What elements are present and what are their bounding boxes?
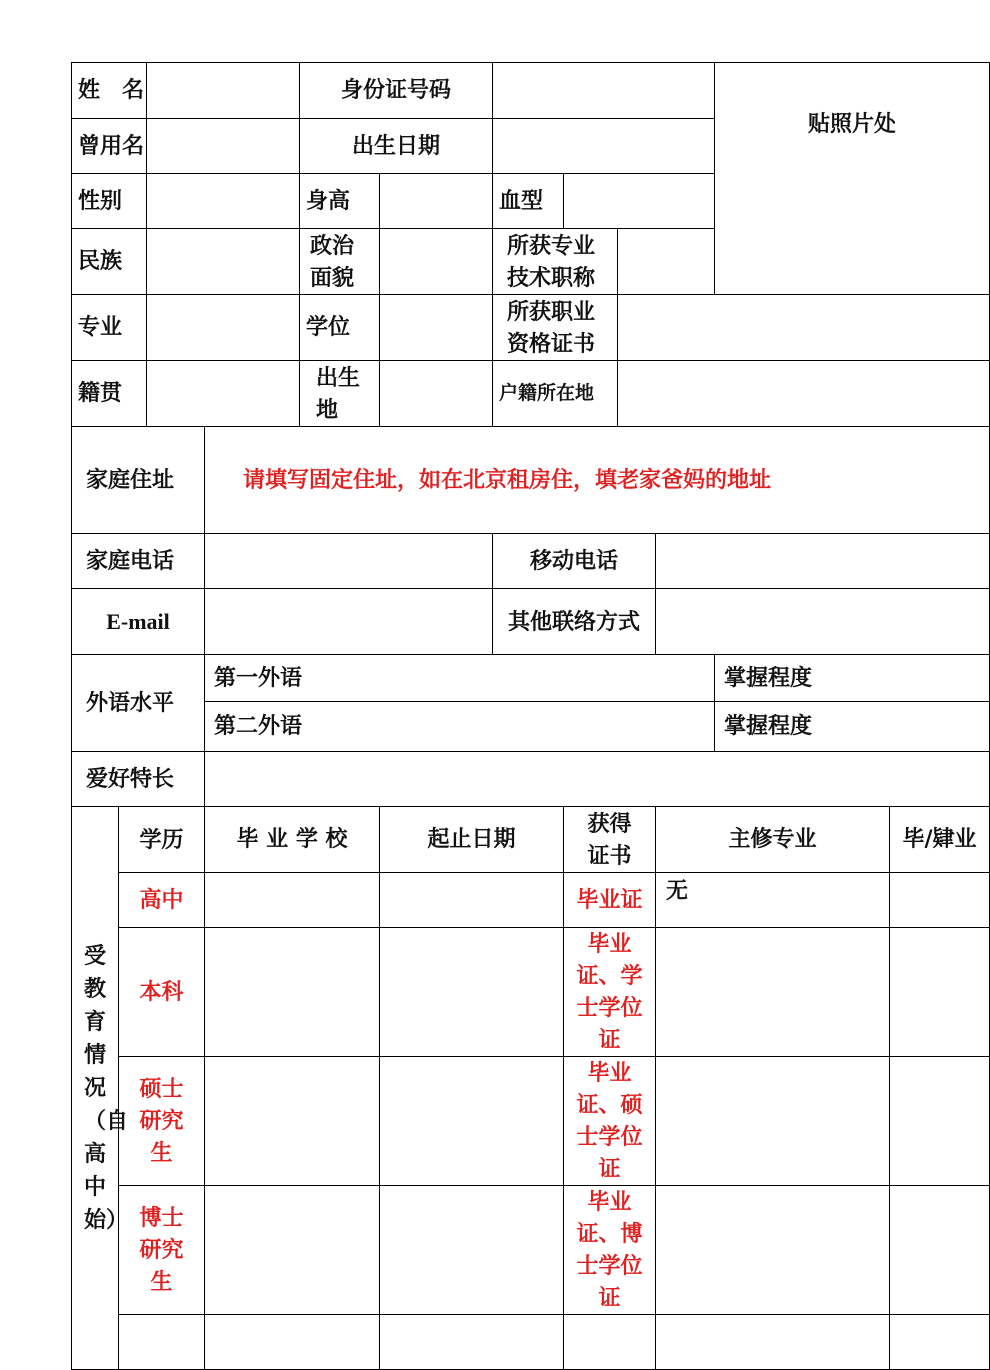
edu-dates-field[interactable] bbox=[380, 1057, 564, 1186]
edu-status-field[interactable] bbox=[890, 928, 990, 1057]
former-name-field[interactable] bbox=[147, 119, 300, 174]
edu-school-field[interactable] bbox=[205, 928, 380, 1057]
ethnicity-label: 民族 bbox=[72, 229, 147, 295]
home-phone-label: 家庭电话 bbox=[72, 534, 205, 589]
birthplace-field[interactable] bbox=[380, 361, 493, 427]
education-section-text: 受教育情况（自高中始） bbox=[84, 942, 129, 1233]
edu-cert-bachelor: 毕业证、学士学位证 bbox=[564, 928, 656, 1057]
edu-school-field[interactable] bbox=[205, 1315, 380, 1370]
edu-dates-field[interactable] bbox=[380, 1186, 564, 1315]
edu-major-field[interactable] bbox=[656, 1315, 890, 1370]
home-phone-field[interactable] bbox=[205, 534, 493, 589]
photo-label: 贴照片处 bbox=[808, 111, 897, 137]
other-contact-field[interactable] bbox=[656, 589, 990, 655]
edu-header-school: 毕 业 学 校 bbox=[205, 807, 380, 873]
form-table bbox=[71, 62, 990, 1370]
edu-status-field[interactable] bbox=[890, 1057, 990, 1186]
gender-label: 性别 bbox=[72, 174, 147, 229]
edu-school-field[interactable] bbox=[205, 1057, 380, 1186]
second-language-proficiency-label[interactable]: 掌握程度 bbox=[715, 702, 990, 752]
mobile-phone-label: 移动电话 bbox=[493, 534, 656, 589]
edu-major-field[interactable] bbox=[656, 1057, 890, 1186]
edu-cert-field[interactable] bbox=[564, 1315, 656, 1370]
edu-header-certificate: 获得证书 bbox=[564, 807, 656, 873]
birthplace-label: 出生地 bbox=[300, 361, 380, 427]
major-label: 专业 bbox=[72, 295, 147, 361]
edu-dates-field[interactable] bbox=[380, 1315, 564, 1370]
edu-dates-field[interactable] bbox=[380, 873, 564, 928]
edu-dates-field[interactable] bbox=[380, 928, 564, 1057]
first-language-proficiency-label[interactable]: 掌握程度 bbox=[715, 655, 990, 702]
degree-label: 学位 bbox=[300, 295, 380, 361]
second-language-label[interactable]: 第二外语 bbox=[205, 702, 715, 752]
blood-type-field[interactable] bbox=[564, 174, 715, 229]
education-section-label bbox=[72, 807, 129, 1370]
edu-school-field[interactable] bbox=[205, 1186, 380, 1315]
edu-header-level: 学历 bbox=[119, 807, 205, 873]
foreign-language-label: 外语水平 bbox=[72, 655, 205, 752]
political-status-field[interactable] bbox=[380, 229, 493, 295]
name-field[interactable] bbox=[147, 63, 300, 119]
edu-header-dates: 起止日期 bbox=[380, 807, 564, 873]
height-field[interactable] bbox=[380, 174, 493, 229]
ethnicity-field[interactable] bbox=[147, 229, 300, 295]
edu-major-highschool[interactable]: 无 bbox=[656, 873, 890, 928]
degree-field[interactable] bbox=[380, 295, 493, 361]
edu-major-field[interactable] bbox=[656, 1186, 890, 1315]
other-contact-label: 其他联络方式 bbox=[493, 589, 656, 655]
edu-cert-master: 毕业证、硕士学位证 bbox=[564, 1057, 656, 1186]
native-place-field[interactable] bbox=[147, 361, 300, 427]
political-status-label: 政治面貌 bbox=[300, 229, 380, 295]
native-place-label: 籍贯 bbox=[72, 361, 147, 427]
edu-cert-doctorate: 毕业证、博士学位证 bbox=[564, 1186, 656, 1315]
former-name-label: 曾用名 bbox=[72, 119, 147, 174]
edu-status-field[interactable] bbox=[890, 1186, 990, 1315]
edu-level-field[interactable] bbox=[119, 1315, 205, 1370]
edu-level-highschool: 高中 bbox=[119, 873, 205, 928]
hukou-label: 户籍所在地 bbox=[493, 361, 618, 427]
edu-major-field[interactable] bbox=[656, 928, 890, 1057]
birth-date-field[interactable] bbox=[493, 119, 715, 174]
professional-title-field[interactable] bbox=[618, 229, 715, 295]
email-label: E-mail bbox=[72, 589, 205, 655]
edu-level-master: 硕士研究生 bbox=[119, 1057, 205, 1186]
id-number-label: 身份证号码 bbox=[300, 63, 493, 119]
edu-header-major: 主修专业 bbox=[656, 807, 890, 873]
qualification-cert-label: 所获职业资格证书 bbox=[493, 295, 618, 361]
birth-date-label: 出生日期 bbox=[300, 119, 493, 174]
gender-field[interactable] bbox=[147, 174, 300, 229]
edu-status-field[interactable] bbox=[890, 1315, 990, 1370]
edu-school-field[interactable] bbox=[205, 873, 380, 928]
registration-form bbox=[71, 62, 977, 1370]
email-field[interactable] bbox=[205, 589, 493, 655]
home-address-label: 家庭住址 bbox=[72, 427, 205, 534]
edu-cert-highschool: 毕业证 bbox=[564, 873, 656, 928]
height-label: 身高 bbox=[300, 174, 380, 229]
first-language-label[interactable]: 第一外语 bbox=[205, 655, 715, 702]
hobbies-field[interactable] bbox=[205, 752, 990, 807]
home-address-hint[interactable]: 请填写固定住址，如在北京租房住，填老家爸妈的地址 bbox=[205, 427, 990, 534]
edu-header-status: 毕/肄业 bbox=[890, 807, 990, 873]
photo-area[interactable] bbox=[715, 63, 990, 295]
hobbies-label: 爱好特长 bbox=[72, 752, 205, 807]
blood-type-label: 血型 bbox=[493, 174, 564, 229]
hukou-field[interactable] bbox=[618, 361, 990, 427]
major-field[interactable] bbox=[147, 295, 300, 361]
edu-level-doctorate: 博士研究生 bbox=[119, 1186, 205, 1315]
qualification-cert-field[interactable] bbox=[618, 295, 990, 361]
name-label: 姓 名 bbox=[72, 63, 147, 119]
edu-status-field[interactable] bbox=[890, 873, 990, 928]
professional-title-label: 所获专业技术职称 bbox=[493, 229, 618, 295]
edu-level-bachelor: 本科 bbox=[119, 928, 205, 1057]
id-number-field[interactable] bbox=[493, 63, 715, 119]
mobile-phone-field[interactable] bbox=[656, 534, 990, 589]
